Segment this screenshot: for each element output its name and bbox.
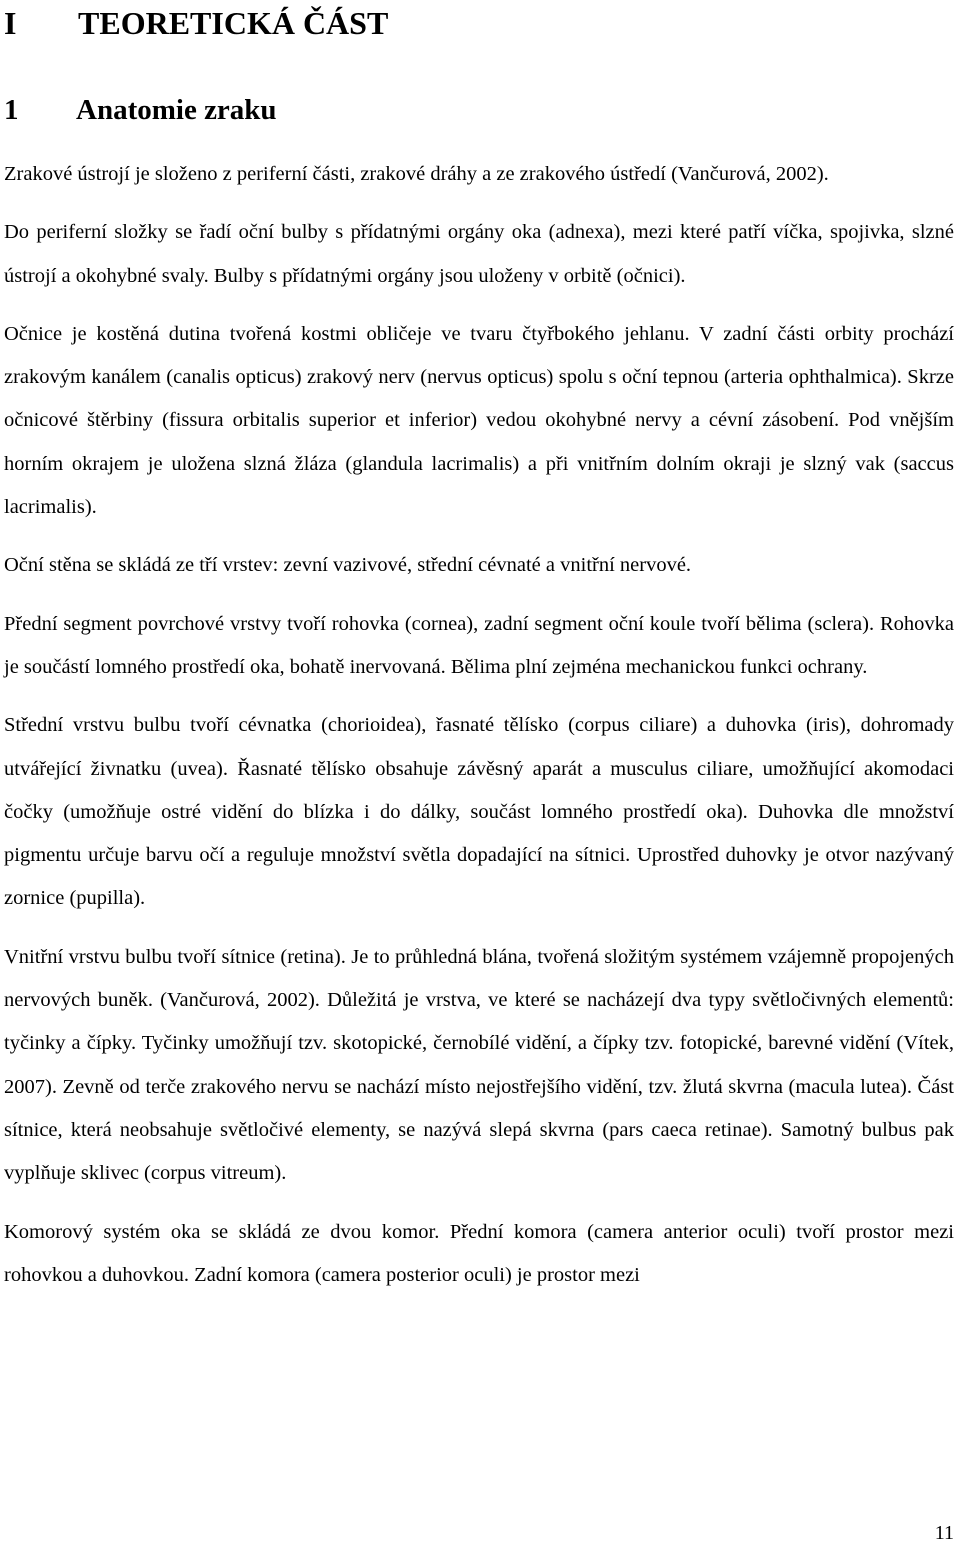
chapter-title: Anatomie zraku — [76, 94, 277, 126]
chapter-number: 1 — [4, 94, 19, 126]
page-number: 11 — [934, 1522, 954, 1544]
chapter-heading — [4, 90, 954, 130]
part-heading — [4, 0, 954, 44]
paragraph-5: Přední segment povrchové vrstvy tvoří rohovka (cornea), zadní segment oční koule tvoří bělima (sclera). Rohovka je součástí lomného prostředí oka, bohatě inervovaná. Bělima plní zejména mechanickou funkci ochrany. — [4, 612, 954, 678]
paragraph-8: Komorový systém oka se skládá ze dvou komor. Přední komora (camera anterior oculi) tvoří prostor mezi rohovkou a duhovkou. Zadní komora (camera posterior oculi) je prostor mezi — [4, 1220, 954, 1286]
paragraph-6: Střední vrstvu bulbu tvoří cévnatka (chorioidea), řasnaté tělísko (corpus ciliare) a duhovka (iris), dohromady utvářející živnatku (uvea). Řasnaté tělísko obsahuje závěsný aparát a musculus ciliare, umožňující akomodaci čočky (umožňuje ostré vidění do blízka i do dálky, součást lomného prostředí oka). Duhovka dle množství pigmentu určuje barvu očí a reguluje množství světla dopadající na sítnici. Uprostřed duhovky je otvor nazývaný zornice (pupilla). — [4, 714, 954, 910]
paragraph-3: Očnice je kostěná dutina tvořená kostmi obličeje ve tvaru čtyřbokého jehlanu. V zadní části orbity prochází zrakovým kanálem (canalis opticus) zrakový nerv (nervus opticus) spolu s oční tepnou (arteria ophthalmica). Skrze očnicové štěrbiny (fissura orbitalis superior et inferior) vedou okohybné nervy a cévní zásobení. Pod vnějším horním okrajem je uložena slzná žláza (glandula lacrimalis) a při vnitřním dolním okraji je slzný vak (saccus lacrimalis). — [4, 322, 954, 519]
paragraph-4: Oční stěna se skládá ze tří vrstev: zevní vazivové, střední cévnaté a vnitřní nervové. — [4, 554, 692, 577]
paragraph-2: Do periferní složky se řadí oční bulby s přídatnými orgány oka (adnexa), mezi které patří víčka, spojivka, slzné ústrojí a okohybné svaly. Bulby s přídatnými orgány jsou uloženy v orbitě (očnici). — [4, 221, 954, 287]
document-page — [4, 0, 954, 1297]
paragraph-7: Vnitřní vrstvu bulbu tvoří sítnice (retina). Je to průhledná blána, tvořená složitým systémem vzájemně propojených nervových buněk. (Vančurová, 2002). Důležitá je vrstva, ve které se nacházejí dva typy světločivných elementů: tyčinky a čípky. Tyčinky umožňují tzv. skotopické, černobílé vidění, a čípky tzv. fotopické, barevné vidění (Vítek, 2007). Zevně od terče zrakového nervu se nachází místo nejostřejšího vidění, tzv. žlutá skvrna (macula lutea). Část sítnice, která neobsahuje světločivé elementy, se nazývá slepá skvrna (pars caeca retinae). Samotný bulbus pak vyplňuje sklivec (corpus vitreum). — [4, 945, 954, 1185]
paragraph-1: Zrakové ústrojí je složeno z periferní části, zrakové dráhy a ze zrakového ústředí (Vančurová, 2002). — [4, 163, 829, 185]
part-title: TEORETICKÁ ČÁST — [78, 5, 389, 41]
part-number: I — [4, 5, 17, 41]
